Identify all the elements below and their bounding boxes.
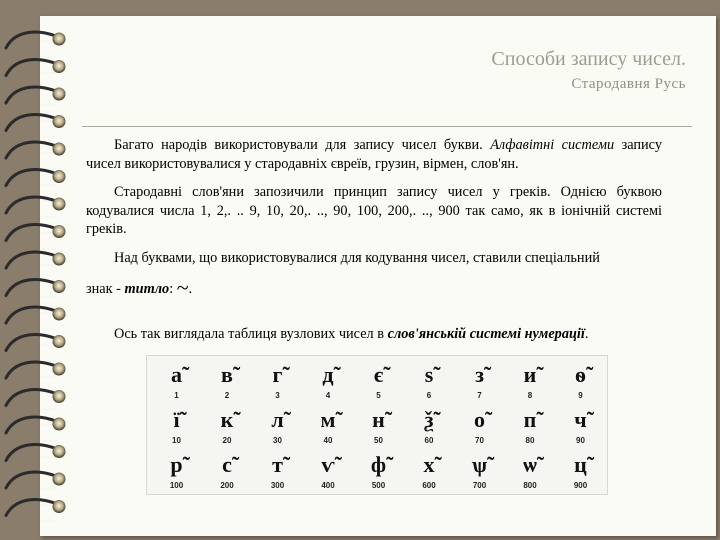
binding-hole — [53, 115, 66, 128]
numeral-glyph: в̃ — [221, 362, 233, 387]
binding-hole — [53, 280, 66, 293]
paragraph-alphabetic-systems — [86, 136, 662, 173]
numeral-cell — [353, 409, 404, 445]
numeral-value: 600 — [422, 481, 436, 490]
titlo-prefix: знак - — [86, 281, 125, 297]
numeral-value: 20 — [222, 436, 232, 445]
numeral-glyph: к̃ — [220, 407, 234, 432]
binding-wire — [6, 362, 56, 378]
paragraph-1-text: Багато народів використовували для запису чисел букви. — [114, 137, 491, 153]
titlo-symbol: ~ — [176, 275, 189, 300]
numeral-glyph: ѳ̃ — [575, 362, 586, 387]
numeral-glyph: х̃ — [423, 452, 435, 477]
binding-hole — [53, 33, 66, 46]
numeral-value: 700 — [472, 481, 487, 490]
numeral-value: 10 — [172, 436, 181, 445]
numeral-cell — [202, 454, 253, 490]
paragraph-table-intro — [86, 325, 662, 344]
numeral-glyph: з̃ — [475, 362, 484, 387]
numeral-glyph: ч̃ — [574, 407, 587, 432]
numeral-cell — [151, 409, 202, 445]
binding-wire — [6, 170, 56, 186]
numeral-value: 80 — [525, 436, 535, 445]
binding-hole — [53, 335, 66, 348]
binding-wire — [6, 500, 56, 516]
binding-wire — [6, 390, 56, 406]
numeral-cell — [454, 409, 505, 445]
binding-wire — [6, 472, 56, 488]
numeral-glyph: ф̃ — [370, 452, 387, 477]
numeral-value: 100 — [169, 481, 184, 490]
numeral-glyph: ѱ̃ — [471, 452, 488, 477]
binding-wire — [6, 32, 56, 48]
numeral-cell — [151, 454, 202, 490]
numeral-value: 90 — [576, 436, 585, 445]
numeral-cell — [252, 364, 303, 400]
numeral-glyph: н̃ — [372, 407, 385, 432]
numeral-cell — [202, 409, 253, 445]
binding-hole — [53, 225, 66, 238]
numeral-glyph: ѕ̃ — [424, 362, 434, 387]
numeral-value: 50 — [374, 436, 383, 445]
binding-wire — [6, 87, 56, 103]
binding-wire — [6, 417, 56, 433]
numeral-cell — [151, 364, 202, 400]
numeral-cell — [454, 454, 505, 490]
binding-hole — [53, 390, 66, 403]
binding-hole — [53, 308, 66, 321]
numeral-cell — [505, 364, 556, 400]
paragraph-1-rest: запису чисел використовувалися у стародавніх євреїв, грузин, вірмен, слов'ян. — [86, 137, 662, 172]
binding-hole — [53, 363, 66, 376]
numeral-value: 300 — [270, 481, 285, 490]
numeral-value: 500 — [371, 481, 386, 490]
paragraph-4-end: . — [584, 325, 589, 342]
numeral-glyph: л̃ — [271, 407, 284, 432]
binding-wire — [6, 60, 56, 76]
binding-wire — [6, 335, 56, 351]
titlo-end: . — [188, 281, 193, 297]
binding-hole — [53, 253, 66, 266]
numeral-cell — [404, 364, 455, 400]
binding-hole — [53, 143, 66, 156]
numeral-value: 9 — [578, 391, 583, 400]
term-slavic-numeral-system: слов'янській системі нумерації — [387, 325, 585, 342]
numeral-value: 800 — [523, 481, 537, 490]
binding-hole — [53, 88, 66, 101]
paragraph-4-text: Ось так виглядала таблиця вузлових чисел в — [114, 325, 388, 342]
numeral-glyph: ѵ̃ — [321, 452, 335, 477]
numeral-value: 8 — [527, 391, 533, 400]
numeral-value: 7 — [477, 391, 482, 400]
numeral-glyph: д̃ — [322, 362, 334, 387]
numeral-glyph: м̃ — [320, 407, 336, 432]
numeral-glyph: о̃ — [474, 407, 485, 432]
numeral-cell — [505, 409, 556, 445]
binding-wire — [6, 197, 56, 213]
numeral-cell — [555, 409, 606, 445]
paragraph-titlo-sign — [86, 275, 662, 300]
numeral-value: 30 — [273, 436, 282, 445]
binding-hole — [53, 60, 66, 73]
paragraph-titlo-intro: Над буквами, що використовувалися для кодування чисел, ставили спеціальний — [114, 249, 600, 266]
numeral-cell — [252, 409, 303, 445]
numeral-glyph: г̃ — [272, 362, 283, 387]
numeral-value: 900 — [573, 481, 588, 490]
binding-hole — [53, 170, 66, 183]
numeral-value: 1 — [174, 391, 179, 400]
numeral-glyph: ѯ̃ — [424, 407, 434, 432]
numeral-value: 6 — [426, 391, 432, 400]
numeral-value: 4 — [325, 391, 331, 400]
numeral-glyph: с̃ — [222, 452, 232, 477]
title-divider — [82, 126, 692, 127]
numeral-value: 3 — [275, 391, 280, 400]
binding-wire — [6, 445, 56, 461]
numeral-glyph: р̃ — [170, 452, 183, 477]
numeral-value: 60 — [424, 436, 434, 445]
spiral-binding — [0, 0, 80, 540]
numeral-cell — [353, 454, 404, 490]
numeral-cell — [454, 364, 505, 400]
numeral-glyph: а̃ — [171, 362, 182, 387]
slide-body — [86, 136, 662, 343]
binding-wire — [6, 252, 56, 268]
paragraph-greek-principle: Стародавні слов'яни запозичили принцип запису чисел у греків. Однією буквою кодувалися числа 1, 2,. .. 9, 10, 20,. .., 90, 100, 200,. .., 900 так само, як в іонічній системі греків. — [86, 184, 662, 237]
binding-wire — [6, 142, 56, 158]
binding-hole — [53, 198, 66, 211]
slide-subtitle: Стародавня Русь — [571, 76, 686, 92]
term-alphabetic-systems: Алфавітні системи — [490, 137, 615, 153]
numeral-value: 200 — [220, 481, 234, 490]
numeral-cell — [555, 364, 606, 400]
numeral-glyph: є̃ — [373, 362, 384, 387]
numeral-cell — [252, 454, 303, 490]
slavic-numeral-table — [146, 355, 608, 495]
numeral-glyph: и̃ — [523, 362, 537, 387]
binding-hole — [53, 418, 66, 431]
numeral-glyph: т̃ — [272, 452, 283, 477]
numeral-glyph: ѡ̃ — [523, 452, 537, 477]
numeral-glyph: п̃ — [523, 407, 537, 432]
binding-hole — [53, 500, 66, 513]
slide-title: Способи запису чисел. — [491, 48, 686, 70]
numeral-value: 70 — [475, 436, 484, 445]
binding-hole — [53, 473, 66, 486]
numeral-cell — [353, 364, 404, 400]
numeral-cell — [555, 454, 606, 490]
numeral-value: 40 — [323, 436, 333, 445]
numeral-cell — [404, 454, 455, 490]
numeral-value: 5 — [376, 391, 381, 400]
numeral-cell — [303, 364, 354, 400]
numeral-cell — [505, 454, 556, 490]
binding-wire — [6, 115, 56, 131]
numeral-cell — [202, 364, 253, 400]
binding-wire — [6, 307, 56, 323]
numeral-cell — [303, 409, 354, 445]
binding-wire — [6, 225, 56, 241]
numeral-glyph: ц̃ — [574, 452, 587, 477]
binding-wire — [6, 280, 56, 296]
numeral-cell — [303, 454, 354, 490]
term-titlo: титло — [124, 281, 170, 297]
numeral-cell — [404, 409, 455, 445]
numeral-value: 400 — [321, 481, 335, 490]
titlo-colon: : — [169, 281, 177, 297]
numeral-glyph: ї̃ — [173, 407, 180, 432]
numeral-value: 2 — [224, 391, 230, 400]
binding-hole — [53, 445, 66, 458]
